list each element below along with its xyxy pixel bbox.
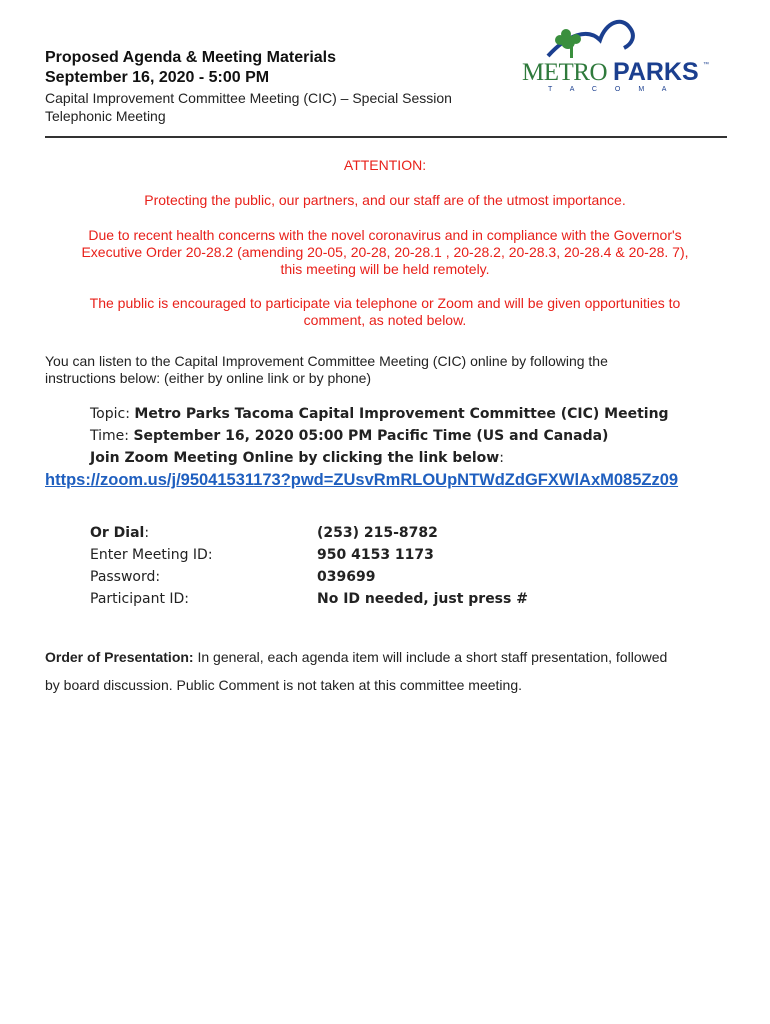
- meeting-time: [90, 428, 608, 444]
- attention-p3-line-1: The public is encouraged to participate via telephone or Zoom and will be given opportunities to: [89, 295, 681, 311]
- order-text: In general, each agenda item will include a short staff presentation, followed: [193, 649, 668, 665]
- intro-line-1: You can listen to the Capital Improvement Committee Meeting (CIC) online by following the: [45, 353, 608, 369]
- intro-paragraph: [45, 353, 705, 387]
- order-of-presentation: [45, 643, 735, 699]
- dial-phone-number: (253) 215-8782: [317, 525, 438, 541]
- subtitle-line-2: Telephonic Meeting: [45, 108, 166, 124]
- intro-line-2: instructions below: (either by online link or by phone): [45, 370, 372, 386]
- join-colon: :: [499, 450, 504, 466]
- meeting-id-value: 950 4153 1173: [317, 547, 434, 563]
- attention-p2-line-2: Executive Order 20-28.2 (amending 20-05, 20-28, 20-28.1 , 20-28.2, 20-28.3, 20-28.4 & 20-28. 7),: [81, 244, 689, 260]
- order-line-1: [45, 643, 735, 671]
- attention-p2-line-3: this meeting will be held remotely.: [280, 261, 490, 277]
- logo-tm: ™: [703, 62, 709, 68]
- logo-tagline: T A C O M A: [548, 86, 675, 93]
- topic-value: Metro Parks Tacoma Capital Improvement Committee (CIC) Meeting: [134, 406, 669, 422]
- order-label: Order of Presentation:: [45, 649, 194, 665]
- participant-id-value: No ID needed, just press #: [317, 591, 528, 607]
- or-dial-text: Or Dial: [90, 525, 145, 541]
- or-dial-label: [90, 525, 149, 541]
- metro-parks-logo: [518, 14, 718, 94]
- header-divider: [45, 136, 727, 138]
- title-line-1: Proposed Agenda & Meeting Materials: [45, 49, 337, 66]
- participant-id-label: Participant ID:: [90, 591, 190, 607]
- page-subtitle: [45, 89, 452, 125]
- time-value: September 16, 2020 05:00 PM Pacific Time (US and Canada): [133, 428, 609, 444]
- attention-heading: ATTENTION:: [343, 157, 427, 173]
- password-value: 039699: [317, 569, 376, 585]
- attention-paragraph-3: [40, 295, 730, 329]
- order-line-2: by board discussion. Public Comment is not taken at this committee meeting.: [45, 677, 522, 693]
- attention-p2-line-1: Due to recent health concerns with the novel coronavirus and in compliance with the Governor's: [88, 227, 682, 243]
- or-dial-colon: :: [144, 525, 150, 541]
- join-label: Join Zoom Meeting Online by clicking the link below: [90, 450, 500, 466]
- join-instruction: [90, 450, 504, 466]
- page-title: [45, 48, 336, 88]
- attention-paragraph-2: [40, 227, 730, 278]
- meeting-topic: [90, 406, 669, 422]
- time-label: Time:: [90, 428, 134, 444]
- zoom-meeting-link[interactable]: https://zoom.us/j/95041531173?pwd=ZUsvRmRLOUpNTWdZdGFXWlAxM085Zz09: [45, 471, 679, 489]
- title-line-2: September 16, 2020 - 5:00 PM: [45, 69, 270, 86]
- password-label: Password:: [90, 569, 161, 585]
- logo-metro-text: METRO: [522, 59, 607, 86]
- topic-label: Topic:: [90, 406, 135, 422]
- attention-paragraph-1: Protecting the public, our partners, and our staff are of the utmost importance.: [144, 192, 626, 208]
- logo-parks-text: PARKS: [613, 58, 699, 86]
- subtitle-line-1: Capital Improvement Committee Meeting (CIC) – Special Session: [45, 90, 452, 106]
- attention-p3-line-2: comment, as noted below.: [303, 312, 467, 328]
- meeting-id-label: Enter Meeting ID:: [90, 547, 213, 563]
